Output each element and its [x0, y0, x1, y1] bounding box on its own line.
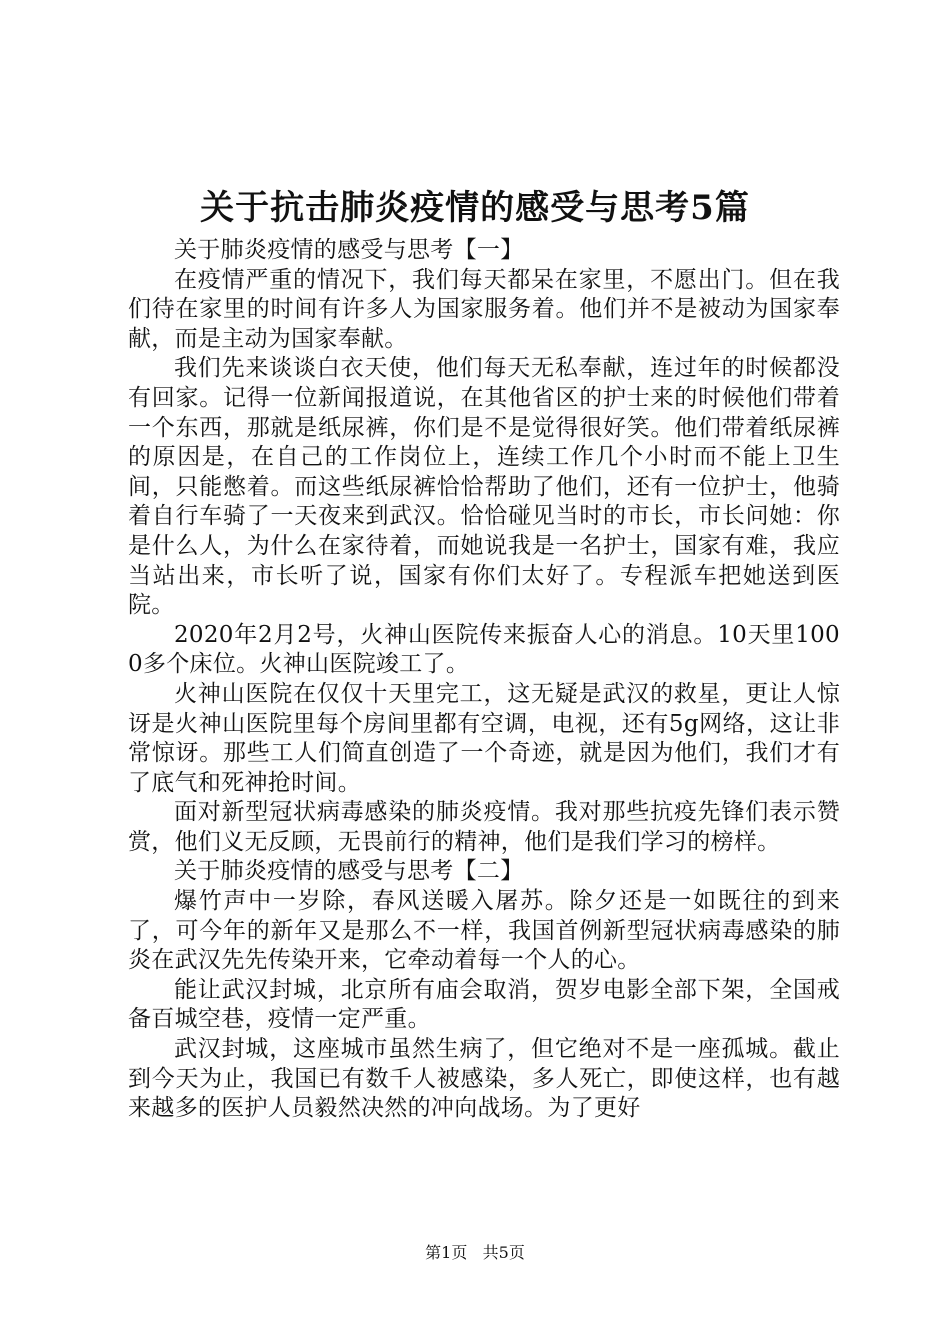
document-title: 关于抗击肺炎疫情的感受与思考5篇: [200, 188, 750, 228]
paragraph: 武汉封城，这座城市虽然生病了，但它绝对不是一座孤城。截止到今天为止，我国已有数千人被感染，多人死亡，即使这样，也有越来越多的医护人员毅然决然的冲向战场。为了更好: [128, 1036, 840, 1122]
paragraph: 火神山医院在仅仅十天里完工，这无疑是武汉的救星，更让人惊讶是火神山医院里每个房间里都有空调，电视，还有5g网络，这让非常惊讶。那些工人们简直创造了一个奇迹，就是因为他们，我们才有了底气和死神抢时间。: [128, 680, 840, 796]
page-spacer: [472, 1243, 477, 1262]
document-body: [128, 236, 840, 1124]
paragraph: 面对新型冠状病毒感染的肺炎疫情。我对那些抗疫先锋们表示赞赏，他们义无反顾，无畏前行的精神，他们是我们学习的榜样。: [128, 799, 840, 855]
section-heading: 关于肺炎疫情的感受与思考【二】: [174, 858, 524, 885]
paragraph: 2020年2月2号，火神山医院传来振奋人心的消息。10天里1000多个床位。火神山医院竣工了。: [128, 621, 840, 678]
paragraph: 在疫情严重的情况下，我们每天都呆在家里，不愿出门。但在我们待在家里的时间有许多人为国家服务着。他们并不是被动为国家奉献，而是主动为国家奉献。: [128, 266, 840, 352]
paragraph: 能让武汉封城，北京所有庙会取消，贺岁电影全部下架，全国戒备百城空巷，疫情一定严重。: [128, 976, 840, 1033]
section-heading: 关于肺炎疫情的感受与思考【一】: [174, 237, 524, 263]
paragraph: 爆竹声中一岁除，春风送暖入屠苏。除夕还是一如既往的到来了，可今年的新年又是那么不一样，我国首例新型冠状病毒感染的肺炎在武汉先先传染开来，它牵动着每一个人的心。: [128, 888, 840, 974]
page-total: 共5页: [482, 1243, 525, 1262]
page-footer: [0, 1242, 950, 1264]
paragraph: 我们先来谈谈白衣天使，他们每天无私奉献，连过年的时候都没有回家。记得一位新闻报道说，在其他省区的护士来的时候他们带着一个东西，那就是纸尿裤，你们是不是觉得很好笑。他们带着纸尿裤的原因是，在自己的工作岗位上，连续工作几个小时而不能上卫生间，只能憋着。而这些纸尿裤恰恰帮助了他们，还有一位护士，他骑着自行车骑了一天夜来到武汉。恰恰碰见当时的市长，市长问她：你是什么人，为什么在家待着，而她说我是一名护士，国家有难，我应当站出来，市长听了说，国家有你们太好了。专程派车把她送到医院。: [128, 355, 840, 619]
page-number: 第1页: [425, 1243, 468, 1262]
